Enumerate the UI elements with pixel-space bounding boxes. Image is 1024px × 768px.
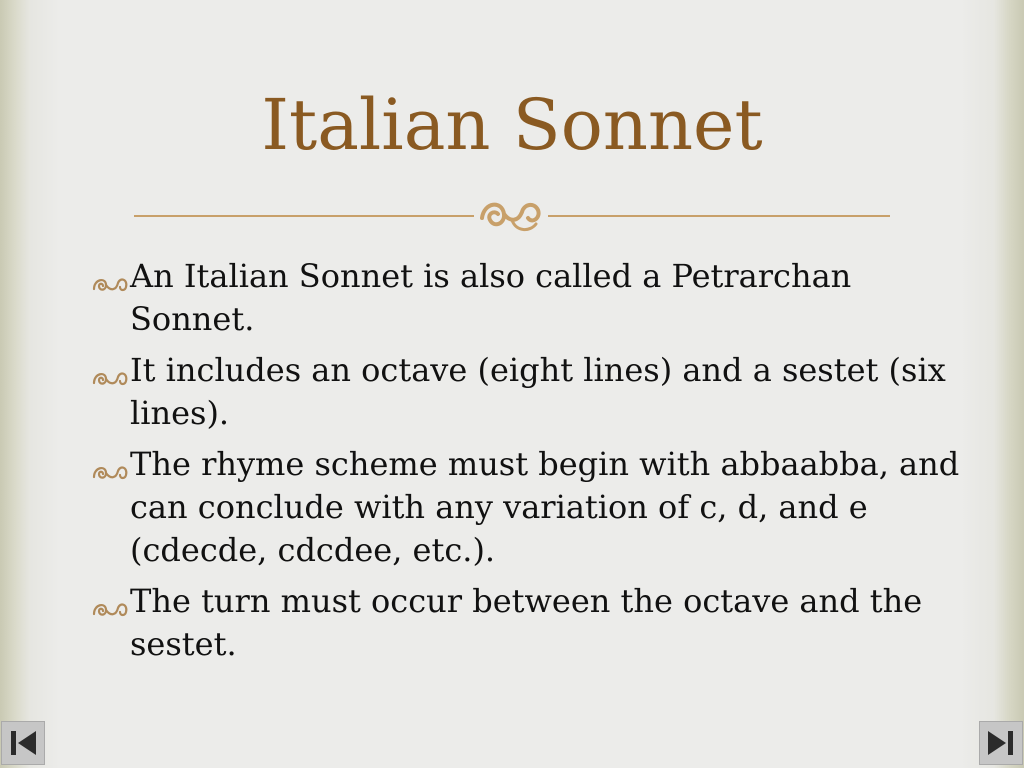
scroll-bullet-icon (90, 265, 130, 289)
bullet-text: It includes an octave (eight lines) and a sestet (six lines). (130, 351, 946, 432)
scroll-bullet-icon (90, 359, 130, 383)
next-slide-icon (980, 722, 1022, 764)
list-item (90, 255, 960, 341)
bullet-list (90, 255, 960, 674)
bullet-text: The rhyme scheme must begin with abbaabba, and can conclude with any variation of c, d, and e (cdecde, cdcdee, etc.). (130, 445, 960, 569)
scroll-bullet-icon (90, 590, 130, 614)
flourish-ornament-icon (474, 192, 548, 236)
list-item (90, 443, 960, 572)
title-rule-right (548, 215, 890, 217)
previous-slide-button[interactable] (1, 721, 45, 765)
list-item (90, 580, 960, 666)
title-rule-left (134, 215, 474, 217)
bullet-text: An Italian Sonnet is also called a Petrarchan Sonnet. (130, 257, 852, 338)
previous-slide-icon (2, 722, 44, 764)
list-item (90, 349, 960, 435)
bullet-text: The turn must occur between the octave and the sestet. (130, 582, 923, 663)
next-slide-button[interactable] (979, 721, 1023, 765)
slide-title: Italian Sonnet (261, 84, 763, 166)
scroll-bullet-icon (90, 453, 130, 477)
